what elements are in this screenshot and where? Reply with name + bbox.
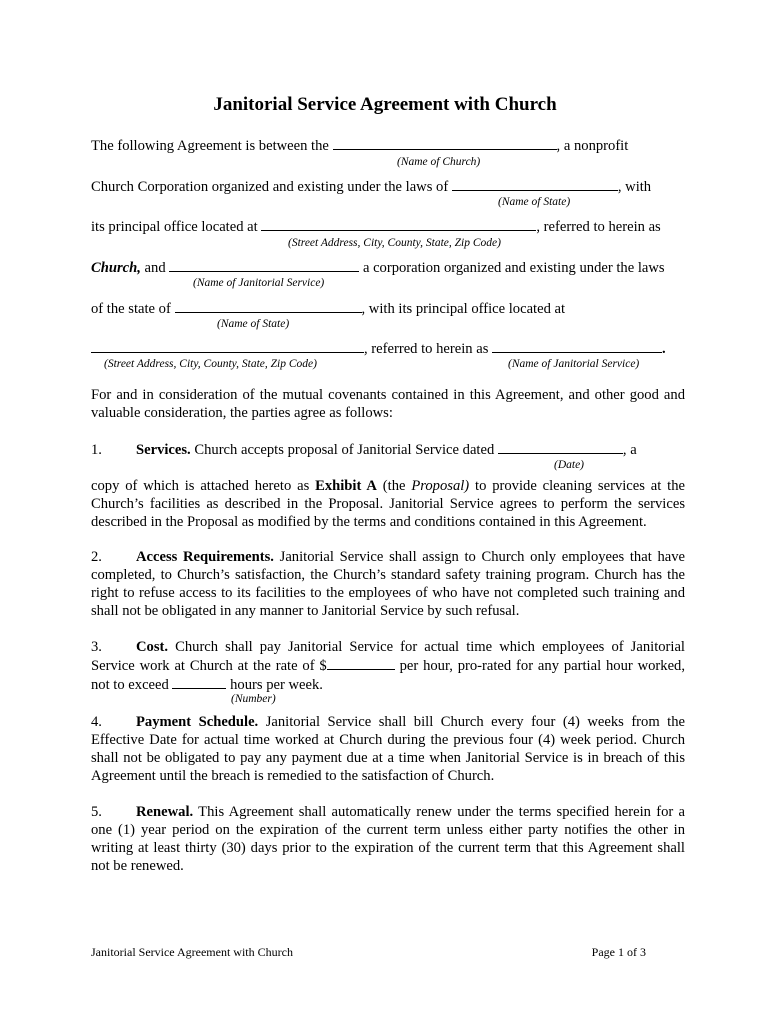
proposal-term: Proposal) bbox=[411, 478, 470, 494]
section-number: 3. bbox=[91, 639, 102, 655]
intro-text: a corporation organized and existing under the laws bbox=[362, 260, 665, 276]
section-1-line-1 bbox=[91, 440, 637, 459]
section-3-paragraph bbox=[91, 638, 685, 694]
section-text: to provide cleaning services at the Church’s facilities as described in the Proposal. Janitorial Service agrees to perform the services described in the Proposal as modified by the terms and conditions contained in this Agreement. bbox=[91, 478, 685, 530]
footer-title: Janitorial Service Agreement with Church bbox=[91, 945, 293, 959]
section-5-paragraph bbox=[91, 803, 685, 875]
proposal-date-blank[interactable] bbox=[498, 440, 623, 454]
section-heading: Cost. bbox=[136, 639, 169, 655]
rate-blank[interactable] bbox=[327, 656, 395, 670]
section-heading: Renewal. bbox=[136, 804, 194, 820]
address-caption-1: (Street Address, City, County, State, Zip Code) bbox=[288, 237, 501, 249]
section-4-paragraph bbox=[91, 713, 685, 785]
intro-text: of the state of bbox=[91, 301, 171, 317]
intro-text: Church Corporation organized and existing under the laws of bbox=[91, 179, 449, 195]
section-heading: Services. bbox=[136, 442, 191, 458]
state-blank-1[interactable] bbox=[452, 177, 618, 191]
intro-text: its principal office located at bbox=[91, 219, 258, 235]
hours-blank[interactable] bbox=[172, 675, 226, 689]
date-caption: (Date) bbox=[554, 459, 585, 471]
intro-line-6 bbox=[91, 339, 666, 358]
intro-text: . bbox=[662, 341, 666, 357]
intro-text: , with its principal office located at bbox=[361, 301, 566, 317]
address-caption-2: (Street Address, City, County, State, Zip Code) bbox=[104, 358, 317, 370]
janitorial-name-blank-2[interactable] bbox=[492, 339, 662, 353]
exhibit-label: Exhibit A bbox=[315, 478, 377, 494]
section-number: 2. bbox=[91, 549, 102, 565]
section-text: , a bbox=[622, 442, 637, 458]
intro-text: and bbox=[140, 260, 166, 276]
janitorial-caption-1: (Name of Janitorial Service) bbox=[193, 277, 325, 289]
janitorial-name-blank-1[interactable] bbox=[169, 258, 359, 272]
state-caption-1: (Name of State) bbox=[498, 196, 571, 208]
church-name-blank[interactable] bbox=[333, 136, 557, 150]
section-number: 4. bbox=[91, 714, 102, 730]
intro-text: , a nonprofit bbox=[556, 138, 629, 154]
intro-line-2 bbox=[91, 177, 651, 196]
intro-line-1 bbox=[91, 136, 628, 155]
church-term: Church, bbox=[91, 260, 141, 276]
section-heading: Payment Schedule. bbox=[136, 714, 259, 730]
address-blank-1[interactable] bbox=[261, 217, 536, 231]
section-2-paragraph bbox=[91, 548, 685, 620]
section-text: (the bbox=[376, 478, 412, 494]
intro-text: , referred to herein as bbox=[364, 341, 489, 357]
section-text: Church accepts proposal of Janitorial Service dated bbox=[190, 442, 495, 458]
section-text: copy of which is attached hereto as bbox=[91, 478, 316, 494]
section-text: hours per week. bbox=[226, 677, 323, 693]
page-title: Janitorial Service Agreement with Church bbox=[213, 94, 557, 115]
section-text: This Agreement shall automatically renew under the terms specified herein for a one (1) year period on the expiration of the current term unless either party notifies the other in writing at least thirty (30) days prior to the expiration of the current term that this Agreement shall not be renewed. bbox=[91, 804, 685, 874]
state-caption-2: (Name of State) bbox=[217, 318, 290, 330]
intro-line-5 bbox=[91, 299, 565, 318]
intro-line-3 bbox=[91, 217, 661, 236]
section-number: 5. bbox=[91, 804, 102, 820]
section-number: 1. bbox=[91, 442, 102, 458]
intro-text: The following Agreement is between the bbox=[91, 138, 329, 154]
intro-text: , with bbox=[617, 179, 652, 195]
page-number: Page 1 of 3 bbox=[591, 945, 646, 959]
intro-text: , referred to herein as bbox=[536, 219, 661, 235]
section-text: Janitorial Service shall assign to Church only employees that have completed, to Church’s satisfaction, the Church’s standard safety training program. Church has the right to refuse access to its facilities to the employees of who have not completed such training and shall not be obligated in any manner to Janitorial Service by such refusal. bbox=[91, 549, 685, 619]
church-name-caption: (Name of Church) bbox=[397, 156, 481, 168]
address-blank-2[interactable] bbox=[91, 339, 364, 353]
section-heading: Access Requirements. bbox=[136, 549, 274, 565]
section-text: Janitorial Service shall bill Church every four (4) weeks from the Effective Date for actual time worked at Church during the previous four (4) week period. Church shall not be obligated to pay any payment due at a time when Janitorial Service is in breach of this Agreement until the breach is remedied to the satisfaction of Church. bbox=[91, 714, 686, 784]
consideration-paragraph: For and in consideration of the mutual covenants contained in this Agreement, and other good and valuable consideration, the parties agree as follows: bbox=[91, 387, 685, 421]
state-blank-2[interactable] bbox=[175, 299, 362, 313]
section-text: Church shall pay Janitorial Service for actual time which employees of Janitorial Service work at Church at the rate of $ bbox=[91, 639, 685, 674]
janitorial-caption-2: (Name of Janitorial Service) bbox=[508, 358, 640, 370]
section-1-paragraph bbox=[91, 477, 685, 531]
number-caption: (Number) bbox=[231, 693, 276, 705]
section-text: per hour, pro-rated for any partial hour worked, not to exceed bbox=[91, 658, 685, 693]
intro-line-4 bbox=[91, 258, 665, 277]
